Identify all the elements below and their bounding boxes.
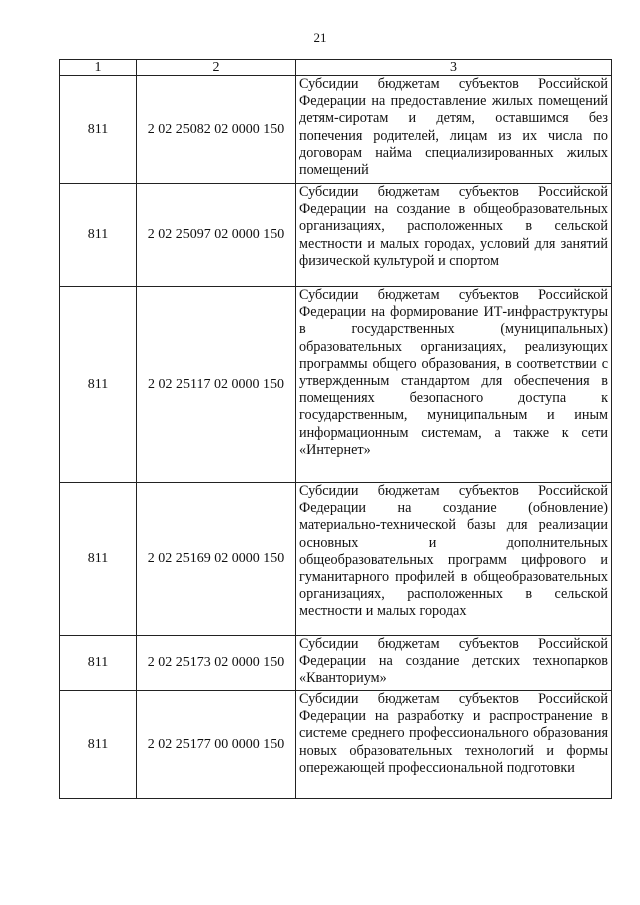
description-text: Субсидии бюджетам субъектов Российской Федерации на разработку и распространение в системе среднего профессионального образования новых образовательных технологий и формы опережающей профессиональной подготовки [299, 691, 608, 776]
description-text: Субсидии бюджетам субъектов Российской Федерации на создание в общеобразовательных организациях, расположенных в сельской местности и малых городах, условий для занятий физической культурой и спортом [299, 184, 608, 269]
kbk-code-cell: 2 02 25117 02 0000 150 [137, 287, 296, 483]
column-header-2: 2 [137, 60, 296, 76]
description-text: Субсидии бюджетам субъектов Российской Федерации на предоставление жилых помещений детям-сиротам и детям, оставшимся без попечения родителей, лицам из их числа по договорам найма специализированных жилых помещений [299, 76, 608, 179]
column-header-3: 3 [296, 60, 612, 76]
description-cell [296, 184, 612, 287]
admin-code-cell: 811 [60, 287, 137, 483]
admin-code-cell: 811 [60, 691, 137, 799]
description-cell [296, 287, 612, 483]
table-row [60, 691, 612, 799]
table-row [60, 483, 612, 636]
description-text: Субсидии бюджетам субъектов Российской Федерации на формирование ИТ-инфраструктуры в государственных (муниципальных) образовательных организациях, реализующих программы общего образования, в соответствии с утвержденным стандартом для обеспечения в помещениях безопасного доступа к государственным, муниципальным и иным информационным системам, а также к сети «Интернет» [299, 287, 608, 458]
admin-code-cell: 811 [60, 483, 137, 636]
kbk-code-cell: 2 02 25169 02 0000 150 [137, 483, 296, 636]
description-cell [296, 691, 612, 799]
column-header-1: 1 [60, 60, 137, 76]
admin-code-cell: 811 [60, 76, 137, 184]
kbk-code-cell: 2 02 25177 00 0000 150 [137, 691, 296, 799]
kbk-code-cell: 2 02 25097 02 0000 150 [137, 184, 296, 287]
description-cell [296, 76, 612, 184]
admin-code-cell: 811 [60, 636, 137, 691]
description-cell [296, 636, 612, 691]
description-text: Субсидии бюджетам субъектов Российской Федерации на создание детских технопарков «Кванториум» [299, 636, 608, 687]
description-text: Субсидии бюджетам субъектов Российской Федерации на создание (обновление) материально-технической базы для реализации основных и дополнительных общеобразовательных программ цифрового и гуманитарного профилей в общеобразовательных организациях, расположенных в сельской местности и малых городах [299, 483, 608, 620]
table-row [60, 287, 612, 483]
table-row [60, 184, 612, 287]
kbk-code-cell: 2 02 25173 02 0000 150 [137, 636, 296, 691]
table-row [60, 636, 612, 691]
admin-code-cell: 811 [60, 184, 137, 287]
description-cell [296, 483, 612, 636]
kbk-code-cell: 2 02 25082 02 0000 150 [137, 76, 296, 184]
page-number: 21 [313, 30, 327, 45]
table-row [60, 76, 612, 184]
table-header-row [60, 60, 612, 76]
budget-classification-table [59, 59, 612, 799]
